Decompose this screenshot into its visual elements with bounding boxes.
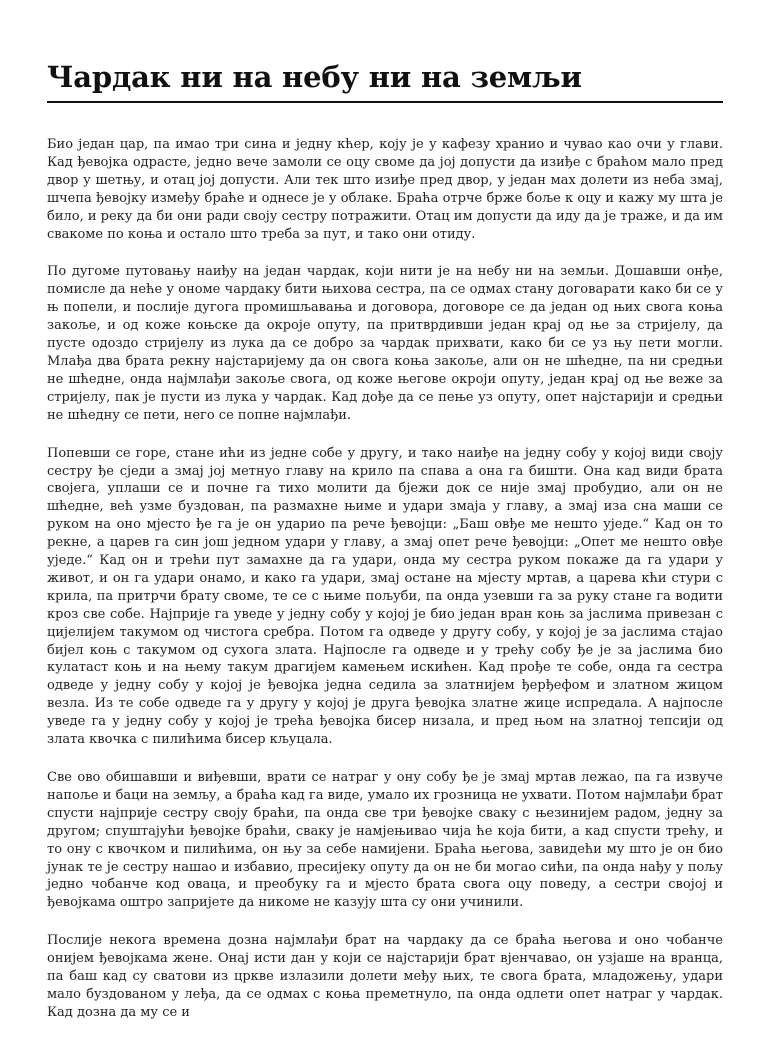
paragraph-4: Све ово обишавши и виђевши, врати се натраг у ону собу ђе је змај мртав лежао, па га извуче напоље и баци на земљу, а браћа кад га виде, умало их грозница не ухвати. Потом најмлађи брат спусти најприје сестру своју браћи, па онда све три ђевојке сваку с њезинијем радом, једну за другом; спуштајући ђевојке браћи, сваку је намјењивао чија ће која бити, а кад спусти трећу, и то ону с квочком и пилићима, он њу за себе намијени. Браћа његова, завидећи му што је он био јунак те је сестру нашао и избавио, пресијеку опуту да он не би могао сићи, па онда нађу у пољу једно чобанче код оваца, и преобуку га и мјесто брата свога оцу поведу, а сестри својој и ђевојкама оштро запријете да никоме не казују шта су они учинили. xyxy=(47,770,723,911)
paragraph-3: Попевши се горе, стане ићи из једне собе у другу, и тако наиђе на једну собу у којој види своју сестру ђе сједи а змај јој метнуо главу на крило па спава а она га бишти. Она кад види брата својега, уплаши се и почне га тихо молити да бјежи док се није змај пробудио, али он не шћедне, већ узме буздован, па размахне њиме и удари змаја у главу, а змај иза сна маши се руком на оно мјесто ђе га је он ударио па рече ђевојци: „Баш овђе ме нешто уједе.“ Кад он то рекне, а царев га син још једном удари у главу, а змај опет рече ђевојци: „Опет ме нешто овђе уједе.“ Кад он и трећи пут замахне да га удари, онда му сестра руком покаже да га удари у живот, и он га удари онамо, и како га удари, змај остане на мјесту мртав, а царева кћи стури с крила, па притрчи брату своме, те се с њиме пољуби, па онда узевши га за руку стане га водити кроз све собе. Најприје га уведе у једну собу у којој је био један вран коњ за јаслима привезан с цијелијем такумом од чистога сребра. Потом га одведе у другу собу, у којој је за јаслима стајао бијел коњ с такумом од сухога злата. Најпосле га одведе и у трећу собу ђе је за јаслима био кулатаст коњ и на њему такум драгијем камењем искићен. Кад прође те собе, онда га сестра одведе у једну собу у којој је ђевојка једна седила за златнијем ђерђефом и златном жицом везла. Из те собе одведе га у другу у којој је друга ђевојка златне жице испредала. А најпосле уведе га у једну собу у којој је трећа ђевојка бисер низала, и пред њом на златној тепсији од злата квочка с пилићима бисер кљуцала. xyxy=(47,445,723,748)
document-body xyxy=(47,136,723,1022)
paragraph-5: Послије некога времена дозна најмлађи брат на чардаку да се браћа његова и оно чобанче онијем ђевојкама жене. Онај исти дан у који се најстарији брат вјенчавао, он узјаше на вранца, па баш кад су сватови из цркве излазили долети међу њих, те свога брата, младожењу, удари мало буздованом у леђа, да се одмах с коња преметнуло, па онда одлети опет натраг у чардак. Кад дозна да му се и xyxy=(47,933,723,1020)
document-title: Чардак ни на небу ни на земљи xyxy=(47,60,582,94)
paragraph-2: По дугоме путовању наиђу на један чардак, који нити је на небу ни на земљи. Дошавши онђе, помисле да неће у ономе чардаку бити њихова сестра, па се одмах стану договарати како би се у њ попели, и послије дугога промишљавања и договора, договоре се да један од њих свога коња закоље, и од коже коњске да окроје опуту, па притврдивши један крај од ње за стријелу, да пусте одоздо стријелу из лука да се добро за чардак прихвати, како би се уз њу пети могли. Млађа два брата рекну најстаријему да он свога коња закоље, али он не шћедне, па ни средњи не шћедне, онда најмлађи закоље свога, од коже његове окроји опуту, један крај од ње веже за стријелу, пак је пусти из лука у чардак. Кад дође да се пење уз опуту, опет најстарији и средњи не шћедну се пети, него се попне најмлађи. xyxy=(47,264,723,423)
document-page xyxy=(47,58,723,1042)
paragraph-1: Био један цар, па имао три сина и једну кћер, коју је у кафезу хранио и чувао као очи у глави. Кад ђевојка одрасте, једно вече замоли се оцу своме да јој допусти да изиђе с браћом мало пред двор у шетњу, и отац јој допусти. Али тек што изиђе пред двор, у један мах долети из неба змај, шчепа ђевојку између браће и однесе је у облаке. Браћа отрче брже боље к оцу и кажу му шта је било, и реку да би они ради своју сестру потражити. Отац им допусти да иду да је траже, и да им свакоме по коња и остало што треба за пут, и тако они отиду. xyxy=(47,137,723,242)
title-divider xyxy=(47,101,723,103)
